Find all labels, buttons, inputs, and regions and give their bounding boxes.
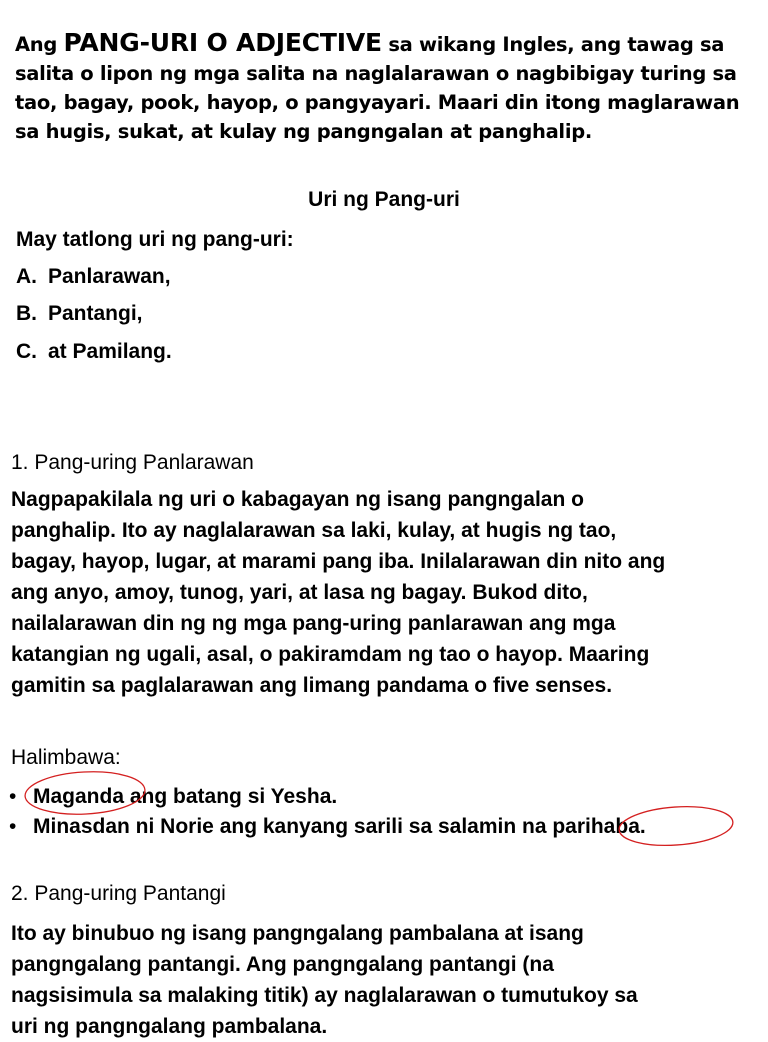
section1-line: Nagpapakilala ng uri o kabagayan ng isang pangngalan o: [11, 488, 584, 511]
type-text-c: at Pamilang.: [48, 340, 172, 363]
type-text-a: Panlarawan,: [48, 265, 171, 288]
bullet-icon: •: [9, 785, 17, 808]
example-2-highlight: parihaba.: [552, 815, 646, 838]
type-label-a: A.: [16, 265, 37, 288]
section2-line: nagsisimula sa malaking titik) ay naglalarawan o tumutukoy sa: [11, 984, 638, 1007]
section2-paragraph: [11, 918, 761, 1042]
types-lead: May tatlong uri ng pang-uri:: [16, 228, 294, 251]
section2-line: Ito ay binubuo ng isang pangngalang pambalana at isang: [11, 922, 584, 945]
type-label-c: C.: [16, 340, 37, 363]
section1-line: ang anyo, amoy, tunog, yari, at lasa ng bagay. Bukod dito,: [11, 581, 588, 604]
example-1-highlight: Maganda: [33, 785, 125, 808]
type-label-b: B.: [16, 302, 37, 325]
section2-heading: 2. Pang-uring Pantangi: [11, 882, 226, 905]
intro-rest: sa wikang Ingles, ang tawag sa salita o lipon ng mga salita na naglalarawan o nagbibigay turing sa tao, bagay, pook, hayop, o pangyayari. Maari din itong maglarawan sa hugis, sukat, at kulay ng pangngalan at panghalip.: [15, 33, 740, 143]
example-2-prefix: Minasdan ni Norie ang kanyang sarili sa salamin na: [33, 815, 553, 838]
intro-term: PANG-URI O ADJECTIVE: [63, 28, 382, 57]
section2-line: pangngalang pantangi. Ang pangngalang pantangi (na: [11, 953, 554, 976]
example-1-rest: ang batang si Yesha.: [124, 785, 338, 808]
bullet-icon: •: [9, 815, 17, 838]
example-2: [33, 815, 646, 839]
intro-paragraph: [15, 28, 760, 146]
section1-line: nailalarawan din ng ng mga pang-uring panlarawan ang mga: [11, 612, 616, 635]
example-1: [33, 785, 337, 809]
type-text-b: Pantangi,: [48, 302, 143, 325]
section-title: Uri ng Pang-uri: [308, 188, 460, 211]
intro-ang: Ang: [15, 33, 58, 56]
examples-label: Halimbawa:: [11, 746, 121, 769]
section2-line: uri ng pangngalang pambalana.: [11, 1015, 328, 1038]
section1-line: panghalip. Ito ay naglalarawan sa laki, kulay, at hugis ng tao,: [11, 519, 617, 542]
section1-heading: 1. Pang-uring Panlarawan: [11, 451, 254, 474]
section1-line: gamitin sa paglalarawan ang limang pandama o five senses.: [11, 674, 613, 697]
section1-line: bagay, hayop, lugar, at marami pang iba. Inilalarawan din nito ang: [11, 550, 666, 573]
section1-paragraph: [11, 484, 761, 701]
section1-line: katangian ng ugali, asal, o pakiramdam ng tao o hayop. Maaring: [11, 643, 650, 666]
